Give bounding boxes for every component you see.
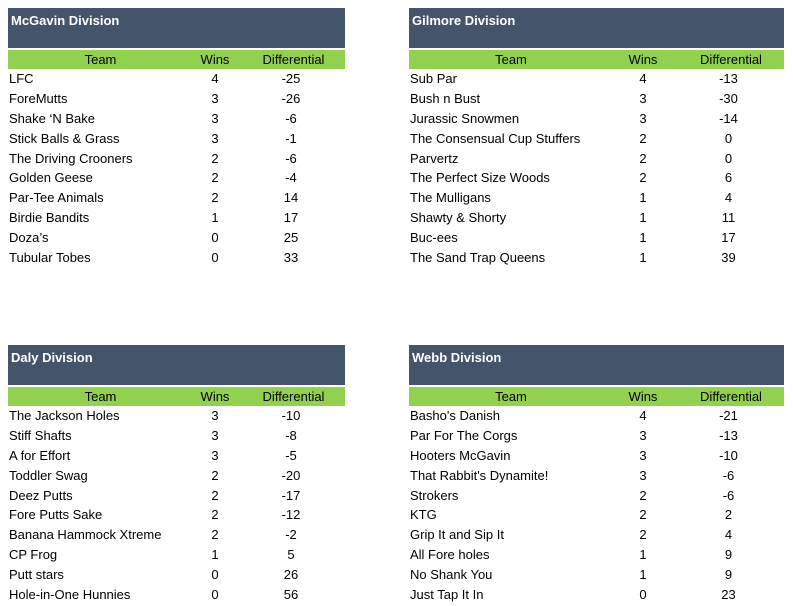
table-row bbox=[8, 564, 345, 584]
wins-cell: 2 bbox=[211, 190, 219, 206]
team-cell: Bush n Bust bbox=[410, 91, 481, 107]
differential-cell: 14 bbox=[283, 190, 299, 206]
differential-column-header: Differential bbox=[700, 52, 762, 67]
table-row bbox=[8, 406, 345, 426]
table-row bbox=[409, 89, 784, 109]
table-row bbox=[8, 525, 345, 545]
table-row bbox=[409, 148, 784, 168]
table-row bbox=[409, 109, 784, 129]
column-header-row bbox=[409, 50, 784, 69]
differential-cell: 9 bbox=[724, 566, 733, 582]
differential-cell: -2 bbox=[285, 527, 297, 543]
differential-cell: -6 bbox=[285, 110, 297, 126]
team-cell: All Fore holes bbox=[410, 546, 490, 562]
wins-cell: 1 bbox=[639, 566, 647, 582]
team-cell: Just Tap It In bbox=[410, 586, 484, 602]
table-row bbox=[8, 545, 345, 565]
wins-cell: 0 bbox=[211, 249, 219, 265]
wins-cell: 1 bbox=[639, 249, 647, 265]
differential-cell: -26 bbox=[281, 91, 301, 107]
team-cell: Toddler Swag bbox=[9, 467, 88, 483]
team-cell: Buc-ees bbox=[410, 229, 458, 245]
differential-cell: 17 bbox=[721, 229, 736, 245]
team-cell: Basho's Danish bbox=[410, 408, 500, 424]
team-cell: The Jackson Holes bbox=[9, 408, 120, 424]
differential-cell: 9 bbox=[724, 546, 733, 562]
wins-cell: 1 bbox=[211, 546, 219, 562]
team-cell: The Sand Trap Queens bbox=[410, 249, 546, 265]
team-column-header: Team bbox=[495, 389, 527, 404]
wins-cell: 2 bbox=[639, 507, 647, 523]
division-title: McGavin Division bbox=[8, 8, 345, 48]
table-row bbox=[409, 426, 784, 446]
table-row bbox=[8, 446, 345, 466]
wins-column-header: Wins bbox=[200, 389, 230, 404]
differential-cell: 6 bbox=[724, 170, 733, 186]
wins-cell: 0 bbox=[211, 229, 219, 245]
column-header-row bbox=[409, 387, 784, 406]
team-cell: The Consensual Cup Stuffers bbox=[410, 130, 581, 146]
wins-cell: 3 bbox=[639, 110, 647, 126]
differential-cell: 11 bbox=[721, 209, 736, 225]
table-row bbox=[8, 188, 345, 208]
differential-cell: 17 bbox=[283, 209, 299, 225]
table-row bbox=[409, 545, 784, 565]
table-row bbox=[409, 465, 784, 485]
team-cell: Hooters McGavin bbox=[410, 447, 511, 463]
table-row bbox=[8, 148, 345, 168]
differential-column-header: Differential bbox=[262, 52, 325, 67]
table-row bbox=[8, 227, 345, 247]
wins-cell: 4 bbox=[639, 71, 647, 87]
team-cell: Tubular Tobes bbox=[9, 249, 91, 265]
wins-cell: 3 bbox=[639, 91, 647, 107]
differential-cell: -17 bbox=[281, 487, 301, 503]
differential-cell: -30 bbox=[719, 91, 738, 107]
team-cell: Strokers bbox=[410, 487, 459, 503]
wins-cell: 1 bbox=[639, 546, 647, 562]
division-title: Gilmore Division bbox=[409, 8, 784, 48]
wins-cell: 3 bbox=[211, 447, 219, 463]
team-cell: A for Effort bbox=[9, 447, 71, 463]
team-cell: The Mulligans bbox=[410, 190, 491, 206]
wins-cell: 1 bbox=[639, 209, 647, 225]
team-cell: Sub Par bbox=[410, 71, 457, 87]
wins-cell: 1 bbox=[639, 190, 647, 206]
table-row bbox=[409, 247, 784, 267]
team-cell: Stick Balls & Grass bbox=[9, 130, 120, 146]
team-cell: No Shank You bbox=[410, 566, 493, 582]
wins-column-header: Wins bbox=[628, 389, 658, 404]
team-cell: Shake ‘N Bake bbox=[9, 110, 95, 126]
team-cell: Birdie Bandits bbox=[9, 209, 90, 225]
team-cell: CP Frog bbox=[9, 546, 58, 562]
team-cell: That Rabbit's Dynamite! bbox=[410, 467, 549, 483]
differential-cell: 39 bbox=[721, 249, 736, 265]
differential-cell: 0 bbox=[724, 130, 733, 146]
wins-cell: 3 bbox=[639, 428, 647, 444]
table-body bbox=[8, 69, 345, 267]
wins-cell: 0 bbox=[211, 586, 219, 602]
team-cell: LFC bbox=[9, 71, 34, 87]
differential-cell: -10 bbox=[719, 447, 738, 463]
table-body bbox=[409, 69, 784, 267]
column-header-row bbox=[8, 50, 345, 69]
wins-cell: 2 bbox=[211, 527, 219, 543]
differential-cell: 0 bbox=[724, 150, 733, 166]
wins-cell: 2 bbox=[211, 467, 219, 483]
table-body bbox=[8, 406, 345, 604]
differential-cell: -1 bbox=[285, 130, 297, 146]
team-cell: Shawty & Shorty bbox=[410, 209, 507, 225]
table-body bbox=[409, 406, 784, 604]
table-row bbox=[409, 168, 784, 188]
team-cell: Hole-in-One Hunnies bbox=[9, 586, 131, 602]
wins-cell: 2 bbox=[639, 527, 647, 543]
wins-cell: 2 bbox=[639, 150, 647, 166]
differential-cell: 4 bbox=[724, 190, 733, 206]
team-cell: Parvertz bbox=[410, 150, 459, 166]
differential-cell: 5 bbox=[287, 546, 295, 562]
table-row bbox=[8, 505, 345, 525]
table-row bbox=[409, 128, 784, 148]
differential-cell: 33 bbox=[283, 249, 299, 265]
table-row bbox=[409, 505, 784, 525]
table-row bbox=[409, 525, 784, 545]
table-row bbox=[409, 227, 784, 247]
wins-cell: 3 bbox=[639, 447, 647, 463]
table-row bbox=[8, 584, 345, 604]
wins-cell: 3 bbox=[211, 130, 219, 146]
team-cell: Banana Hammock Xtreme bbox=[9, 527, 162, 543]
differential-cell: -6 bbox=[722, 487, 735, 503]
division-table-daly bbox=[8, 345, 345, 604]
differential-cell: 4 bbox=[724, 527, 733, 543]
wins-cell: 3 bbox=[211, 110, 219, 126]
differential-cell: -6 bbox=[722, 467, 735, 483]
team-cell: The Perfect Size Woods bbox=[410, 170, 550, 186]
division-table-gilmore bbox=[409, 8, 784, 267]
wins-cell: 0 bbox=[211, 566, 219, 582]
team-cell: Jurassic Snowmen bbox=[410, 110, 520, 126]
table-row bbox=[409, 69, 784, 89]
wins-cell: 2 bbox=[211, 487, 219, 503]
table-row bbox=[8, 128, 345, 148]
wins-cell: 0 bbox=[639, 586, 647, 602]
wins-cell: 2 bbox=[639, 130, 647, 146]
differential-cell: 2 bbox=[724, 507, 733, 523]
differential-cell: -5 bbox=[285, 447, 297, 463]
table-row bbox=[409, 208, 784, 228]
team-cell: Golden Geese bbox=[9, 170, 93, 186]
wins-cell: 3 bbox=[211, 428, 219, 444]
wins-cell: 2 bbox=[639, 170, 647, 186]
table-row bbox=[8, 485, 345, 505]
team-cell: Doza’s bbox=[9, 229, 49, 245]
division-title: Daly Division bbox=[8, 345, 345, 385]
table-row bbox=[409, 485, 784, 505]
table-row bbox=[8, 465, 345, 485]
wins-cell: 1 bbox=[639, 229, 647, 245]
division-table-webb bbox=[409, 345, 784, 604]
wins-cell: 4 bbox=[639, 408, 647, 424]
table-row bbox=[409, 584, 784, 604]
wins-cell: 2 bbox=[211, 150, 219, 166]
table-row bbox=[8, 69, 345, 89]
table-row bbox=[8, 109, 345, 129]
table-row bbox=[8, 89, 345, 109]
column-header-row bbox=[8, 387, 345, 406]
table-row bbox=[409, 406, 784, 426]
differential-cell: -13 bbox=[719, 428, 738, 444]
team-cell: Par-Tee Animals bbox=[9, 190, 104, 206]
team-column-header: Team bbox=[84, 52, 117, 67]
wins-cell: 2 bbox=[639, 487, 647, 503]
division-title: Webb Division bbox=[409, 345, 784, 385]
differential-cell: -12 bbox=[281, 507, 301, 523]
team-cell: KTG bbox=[410, 507, 437, 523]
team-cell: The Driving Crooners bbox=[9, 150, 133, 166]
team-cell: ForeMutts bbox=[9, 91, 68, 107]
differential-cell: -6 bbox=[285, 150, 297, 166]
wins-cell: 3 bbox=[211, 91, 219, 107]
team-column-header: Team bbox=[84, 389, 117, 404]
differential-cell: -10 bbox=[281, 408, 301, 424]
team-cell: Putt stars bbox=[9, 566, 64, 582]
wins-cell: 1 bbox=[211, 209, 219, 225]
table-row bbox=[8, 247, 345, 267]
division-table-mcgavin bbox=[8, 8, 345, 267]
differential-cell: -4 bbox=[285, 170, 297, 186]
wins-cell: 2 bbox=[211, 507, 219, 523]
differential-cell: 23 bbox=[721, 586, 736, 602]
differential-cell: 25 bbox=[283, 229, 299, 245]
differential-cell: 26 bbox=[283, 566, 299, 582]
differential-cell: -13 bbox=[719, 71, 738, 87]
differential-cell: -21 bbox=[719, 408, 738, 424]
table-row bbox=[8, 208, 345, 228]
differential-column-header: Differential bbox=[700, 389, 762, 404]
table-row bbox=[409, 188, 784, 208]
team-cell: Par For The Corgs bbox=[410, 428, 518, 444]
differential-cell: 56 bbox=[283, 586, 299, 602]
differential-cell: -14 bbox=[719, 110, 738, 126]
team-cell: Deez Putts bbox=[9, 487, 73, 503]
wins-cell: 3 bbox=[639, 467, 647, 483]
team-cell: Stiff Shafts bbox=[9, 428, 72, 444]
team-cell: Fore Putts Sake bbox=[9, 507, 103, 523]
table-row bbox=[409, 446, 784, 466]
team-column-header: Team bbox=[495, 52, 527, 67]
team-cell: Grip It and Sip It bbox=[410, 527, 504, 543]
wins-cell: 3 bbox=[211, 408, 219, 424]
wins-column-header: Wins bbox=[200, 52, 230, 67]
table-row bbox=[8, 426, 345, 446]
differential-cell: -20 bbox=[281, 467, 301, 483]
table-row bbox=[409, 564, 784, 584]
wins-cell: 4 bbox=[211, 71, 219, 87]
differential-cell: -8 bbox=[285, 428, 297, 444]
wins-column-header: Wins bbox=[628, 52, 658, 67]
differential-column-header: Differential bbox=[262, 389, 325, 404]
table-row bbox=[8, 168, 345, 188]
differential-cell: -25 bbox=[281, 71, 301, 87]
wins-cell: 2 bbox=[211, 170, 219, 186]
